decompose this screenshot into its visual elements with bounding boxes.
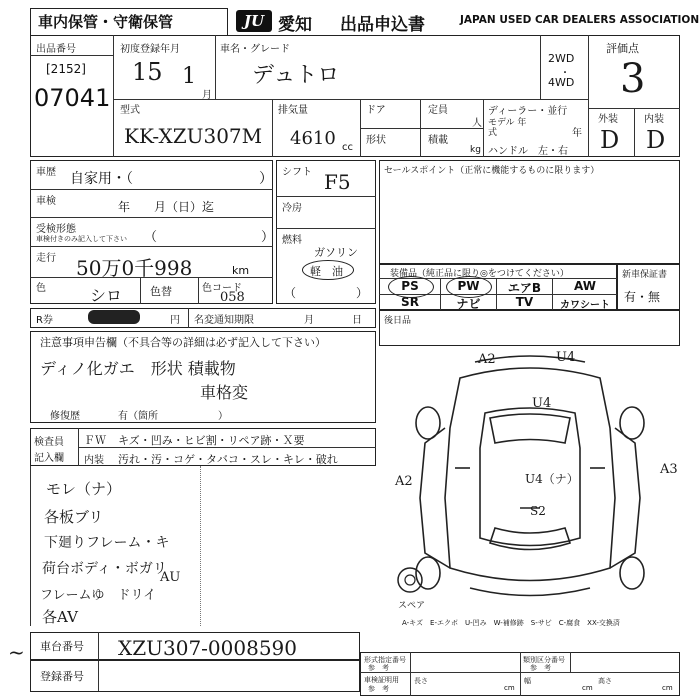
lot-number: 07041 bbox=[34, 84, 111, 112]
note-1: モレ（ナ） bbox=[46, 480, 122, 498]
equip-ps: PS bbox=[401, 279, 419, 293]
car-windshield bbox=[490, 414, 570, 443]
mileage-value: 50万0千998 bbox=[76, 256, 193, 280]
sales-point-label: セールスポイント（正常に機能するものに限ります） bbox=[384, 166, 600, 176]
model-value: KK-XZU307M bbox=[124, 124, 263, 148]
lot-label: 出品番号 bbox=[36, 44, 76, 55]
association-name: JAPAN USED CAR DEALERS ASSOCIATION bbox=[460, 14, 700, 26]
exterior-value: D bbox=[600, 126, 620, 154]
storage-title: 車内保管・守衛保管 bbox=[38, 13, 174, 31]
org-name: 愛知 bbox=[278, 15, 312, 35]
equip-navi: ナビ bbox=[456, 297, 481, 311]
notes-line2: 車格変 bbox=[200, 383, 249, 402]
deadline-month: 月 bbox=[304, 315, 314, 326]
first-reg-month: 1 bbox=[182, 64, 196, 89]
drive-2wd: 2WD bbox=[548, 52, 575, 65]
type-note: 車検付きのみ記入して下さい bbox=[36, 235, 127, 243]
wheel-fl bbox=[416, 407, 440, 439]
model-year-label: モデル 年式 bbox=[488, 118, 527, 138]
type-bracket: （ ） bbox=[144, 230, 275, 245]
car-damage-diagram bbox=[380, 348, 680, 628]
history-value: 自家用・（ ） bbox=[70, 171, 273, 187]
class-label: 類別区分番号 bbox=[523, 656, 565, 664]
name-value: デュトロ bbox=[252, 63, 340, 88]
equipment-label: 装備品（純正品に限り◎をつけてください） bbox=[390, 269, 569, 279]
reg-label: 登録番号 bbox=[40, 670, 84, 683]
reg-cert-label: 車検証明用 bbox=[364, 676, 399, 684]
drive-4wd: 4WD bbox=[548, 76, 575, 89]
inspector-label1: 検査員 bbox=[34, 437, 64, 448]
note-6: 各AV bbox=[42, 608, 78, 626]
length-unit: cm bbox=[504, 684, 515, 692]
warranty-label: 新車保証書 bbox=[622, 270, 668, 280]
mark-a2-left: A2 bbox=[395, 474, 413, 489]
load-label: 積載 bbox=[428, 135, 448, 146]
name-label: 車名・グレード bbox=[220, 44, 290, 55]
type-label: 受検形態 bbox=[36, 224, 76, 235]
capacity-label: 定員 bbox=[428, 105, 448, 116]
month-unit: 月 bbox=[202, 90, 212, 101]
mileage-unit: km bbox=[232, 264, 250, 277]
type-cert-ref: 参 考 bbox=[368, 664, 389, 672]
ac-label: 冷房 bbox=[282, 203, 302, 214]
ju-logo: JU bbox=[236, 10, 272, 32]
interior-value: D bbox=[646, 126, 666, 154]
chassis-label: 車台番号 bbox=[40, 640, 84, 653]
equip-tv: TV bbox=[515, 295, 534, 309]
model-label: 型式 bbox=[120, 105, 140, 116]
fw-label: ＦＷ bbox=[84, 434, 106, 447]
deadline-label: 名変通知期限 bbox=[194, 315, 254, 326]
history-label: 車歴 bbox=[36, 167, 56, 178]
int-items: 汚れ・汚・コゲ・タバコ・スレ・キレ・破れ bbox=[118, 453, 338, 466]
recycle-unit: 円 bbox=[170, 315, 180, 326]
fuel-gas: ガソリン bbox=[314, 246, 358, 259]
first-reg-year: 15 bbox=[132, 58, 163, 86]
note-4: 荷台ボディ・ボガリ bbox=[42, 561, 167, 577]
handle-label: ハンドル 左・右 bbox=[488, 146, 568, 157]
pw-circle bbox=[446, 276, 492, 298]
chassis-value: XZU307-0008590 bbox=[118, 636, 297, 660]
height-unit: cm bbox=[662, 684, 673, 692]
interior-label: 内装 bbox=[644, 114, 664, 125]
mark-u4-roof: U4（ナ） bbox=[525, 472, 579, 486]
exterior-label: 外装 bbox=[598, 114, 618, 125]
wheel-rr bbox=[620, 557, 644, 589]
repair-value: 有（箇所 ） bbox=[118, 411, 228, 422]
grade-label: 評価点 bbox=[606, 42, 639, 55]
note-2: 各板ブリ bbox=[44, 508, 104, 526]
class-ref: 参 考 bbox=[530, 664, 551, 672]
warranty-value: 有・無 bbox=[624, 290, 661, 304]
inspection-value: 年 月（日）迄 bbox=[118, 200, 215, 214]
lot-bracket: [2152] bbox=[46, 62, 86, 76]
spare-label: スペア bbox=[398, 601, 426, 611]
repair-label: 修復歴 bbox=[50, 411, 80, 422]
spare-tire-icon bbox=[398, 568, 422, 592]
reg-cert-ref: 参 考 bbox=[368, 685, 389, 693]
margin-mark: ~ bbox=[8, 640, 25, 664]
load-unit: kg bbox=[470, 145, 481, 155]
width-unit: cm bbox=[582, 684, 593, 692]
mark-u4-top: U4 bbox=[556, 350, 576, 365]
form-title: 出品申込書 bbox=[340, 15, 425, 35]
mark-a2-top: A2 bbox=[478, 352, 496, 367]
shape-label: 形状 bbox=[366, 135, 386, 146]
first-reg-label: 初度登録年月 bbox=[120, 44, 180, 55]
height-label: 高さ bbox=[598, 677, 612, 685]
wheel-fr bbox=[620, 407, 644, 439]
disp-value: 4610 bbox=[290, 128, 336, 149]
inspector-label2: 記入欄 bbox=[34, 453, 64, 464]
ps-circle bbox=[388, 276, 434, 298]
fuel-diesel: 軽 油 bbox=[310, 265, 343, 278]
year-unit: 年 bbox=[572, 128, 582, 139]
mileage-label: 走行 bbox=[36, 253, 56, 264]
disp-label: 排気量 bbox=[278, 105, 308, 116]
equip-pw: PW bbox=[457, 279, 480, 293]
note-3: 下廻りフレーム・キ bbox=[44, 535, 170, 551]
drive-dot: ・ bbox=[560, 68, 570, 79]
dealer-label: ディーラー・並行 bbox=[488, 106, 568, 117]
shift-label: シフト bbox=[282, 167, 312, 178]
mark-a3-right: A3 bbox=[660, 462, 678, 477]
notes-header: 注意事項申告欄（不具合等の詳細は必ず記入して下さい） bbox=[40, 336, 326, 349]
post-install-label: 後日品 bbox=[384, 316, 412, 326]
equip-airbag: エアB bbox=[507, 281, 542, 295]
color-code-label: 色コード bbox=[202, 283, 242, 294]
fuel-bracket: （ ） bbox=[284, 286, 369, 300]
length-label: 長さ bbox=[414, 677, 428, 685]
int-label: 内装 bbox=[84, 455, 104, 466]
color-label: 色 bbox=[36, 283, 46, 294]
disp-unit: cc bbox=[342, 142, 353, 153]
note-au: AU bbox=[160, 570, 181, 585]
equip-sr: SR bbox=[401, 295, 419, 309]
rear-bumper bbox=[470, 588, 590, 596]
color-code-value: 058 bbox=[220, 290, 245, 305]
post-install-box bbox=[379, 310, 680, 346]
capacity-unit: 人 bbox=[472, 118, 482, 129]
fw-items: キズ・凹み・ヒビ割・リペア跡・Ｘ要 bbox=[118, 434, 305, 447]
fuel-label: 燃料 bbox=[282, 235, 302, 246]
shift-value: F5 bbox=[324, 170, 351, 194]
damage-legend: A-キズ E-エクボ U-凹み W-補修跡 S-サビ C-腐食 XX-交換済 bbox=[402, 619, 620, 627]
width-label: 幅 bbox=[524, 677, 531, 685]
type-cert-label: 形式指定番号 bbox=[364, 656, 406, 664]
grade-value: 3 bbox=[620, 56, 646, 102]
color-value: シロ bbox=[90, 286, 123, 305]
equip-leather: カワシート bbox=[560, 300, 610, 311]
mark-u4-hood: U4 bbox=[532, 396, 552, 411]
color-change-label: 色替 bbox=[150, 285, 172, 298]
door-label: ドア bbox=[366, 105, 386, 116]
equip-aw: AW bbox=[574, 279, 596, 293]
recycle-scribble bbox=[88, 310, 140, 324]
recycle-label: R券 bbox=[36, 315, 53, 326]
notes-line1: ディノ化ガエ 形状 積載物 bbox=[40, 359, 236, 378]
note-5: フレームゆ ドリイ bbox=[40, 588, 157, 603]
inspection-label: 車検 bbox=[36, 196, 56, 207]
deadline-day: 日 bbox=[352, 315, 362, 326]
mark-s2: S2 bbox=[530, 504, 546, 518]
